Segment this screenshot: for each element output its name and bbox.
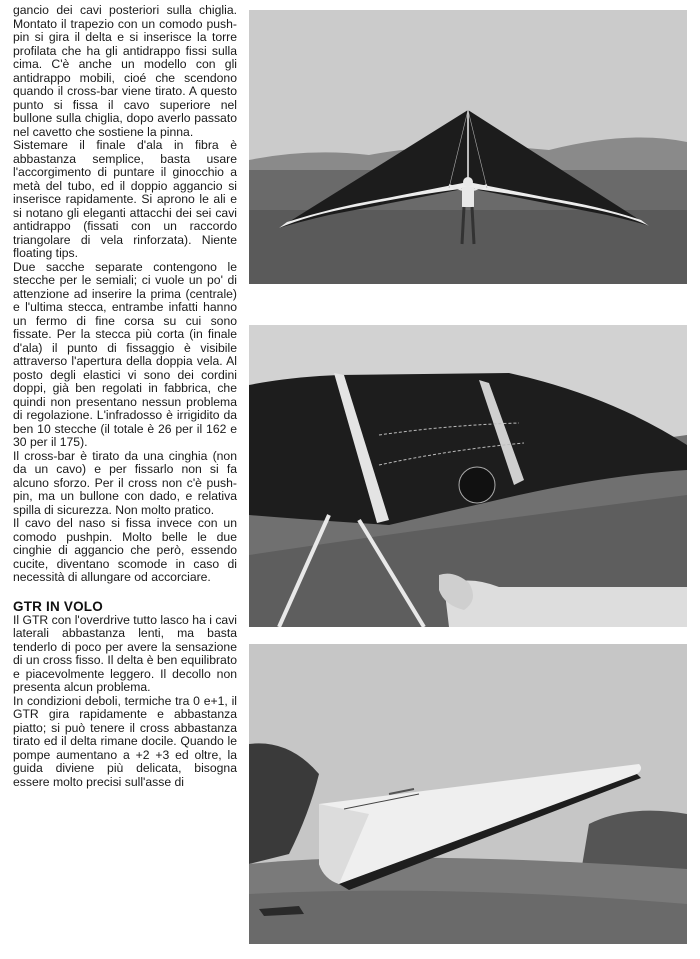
article-paragraph: Due sacche separate contengono le stecche per le semiali; ci vuole un po' di attenzione ad inserire la prima (centrale) e l'ultima stecca, entrambe infatti hanno un fermo di fine corsa su cui sono fissate. Per la stecca più corta (in finale d'ala) il punto di fissaggio è visibile attraverso l'apertura della doppia vela. Al posto degli elastici vi sono dei cordini doppi, già ben regolati in fabbrica, che quindi non presentano nessun problema di regolazione. L'infradosso è irrigidito da ben 10 stecche (il totale è 26 per il 162 e 30 per il 175).	[13, 259, 237, 449]
article-paragraph: Sistemare il finale d'ala in fibra è abbastanza semplice, basta usare l'accorgimento di puntare il ginocchio a metà del tubo, ed il doppio aggancio si inserisce rapidamente. Si aprono le ali e si notano gli eleganti attacchi dei sei cavi antidrappo (fissati con un raccordo triangolare di vela rinforzata). Niente floating tips.	[13, 138, 237, 260]
photo-glider-on-ground	[249, 644, 687, 944]
article-text-column	[13, 4, 237, 789]
article-paragraph: Il cavo del naso si fissa invece con un comodo pushpin. Molto belle le due cinghie di aggancio che però, essendo cucite, diventano scomode in caso di necessità di allungare od accorciare.	[13, 516, 237, 584]
article-paragraph: Il cross-bar è tirato da una cinghia (non da un cavo) e per fissarlo non si fa alcuno sforzo. Per il cross non c'è push-pin, ma un bullone con dado, e relativa spilla di sicurezza. Non molto pratico.	[13, 448, 237, 517]
photo-hang-glider-front-view	[249, 10, 687, 284]
article-paragraph: In condizioni deboli, termiche tra 0 e+1, il GTR gira rapidamente e abbastanza piatto; si può tenere il cross abbastanza tirato ed il delta rimane docile. Quando le pompe aumentano a +2 +3 ed oltre, la guida diviene più delicata, bisogna essere molto precisi sull'asse di	[13, 693, 237, 789]
photo-sail-closeup	[249, 325, 687, 627]
hang-glider-front-illustration	[249, 10, 687, 284]
section-heading-gtr-in-volo: GTR IN VOLO	[13, 598, 103, 614]
article-paragraph: gancio dei cavi posteriori sulla chiglia. Montato il trapezio con un comodo push-pin si gira il delta e si inserisce la torre profilata che ha gli antidrappo fissi sulla cima. C'è anche un modello con gli antidrappo mobili, cioé che scendono quando il cross-bar viene tirato. A questo punto si fissa il cavo superiore nel bullone sulla chiglia, dopo averlo passato nel cavetto che sostiene la pinna.	[13, 3, 237, 139]
glider-on-ground-illustration	[249, 644, 687, 944]
article-paragraph: Il GTR con l'overdrive tutto lasco ha i cavi laterali abbastanza lenti, ma basta tenderlo di poco per avere la sensazione di un cross fisso. Il delta è ben equilibrato e piacevolmente leggero. Il decollo non presenta alcun problema.	[13, 612, 237, 694]
sail-closeup-illustration	[249, 325, 687, 627]
